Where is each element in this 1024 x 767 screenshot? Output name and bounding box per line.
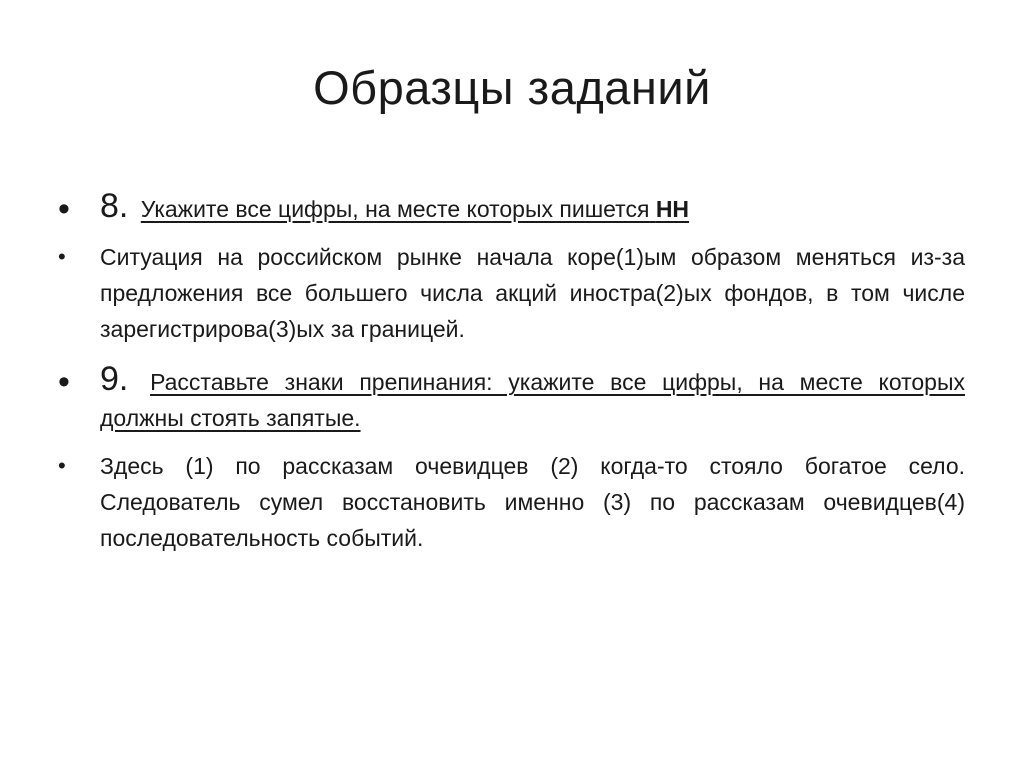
bullet-icon: • (58, 190, 70, 228)
task-8-instruction (141, 196, 689, 222)
task-9-number: 9. (100, 360, 129, 398)
task-8-heading (58, 188, 965, 227)
bullet-icon: • (58, 244, 66, 269)
bullet-icon: • (58, 453, 66, 478)
slide-title: Образцы заданий (313, 61, 711, 114)
task-9-text (58, 448, 965, 556)
bullet-icon: • (58, 363, 70, 401)
task-8-number: 8. (100, 187, 129, 225)
task-9-sentence: Здесь (1) по рассказам очевидцев (2) когда-то стояло богатое село. Следователь сумел восстановить именно (3) по рассказам очевидцев(4) последовательность событий. (100, 453, 965, 551)
task-8-text (58, 239, 965, 347)
slide-content (58, 188, 965, 570)
task-8-sentence: Ситуация на российском рынке начала коре(1)ым образом меняться из-за предложения все большего числа акций иностра(2)ых фондов, в том числе зарегистрирова(3)ых за границей. (100, 244, 965, 342)
task-9-instruction: Расставьте знаки препинания: укажите все цифры, на месте которых должны стоять запятые. (100, 369, 965, 431)
task-8-instruction-text: Укажите все цифры, на месте которых пишется (140, 196, 650, 222)
task-9-heading (58, 361, 965, 436)
task-8-instruction-bold: НН (655, 196, 690, 222)
